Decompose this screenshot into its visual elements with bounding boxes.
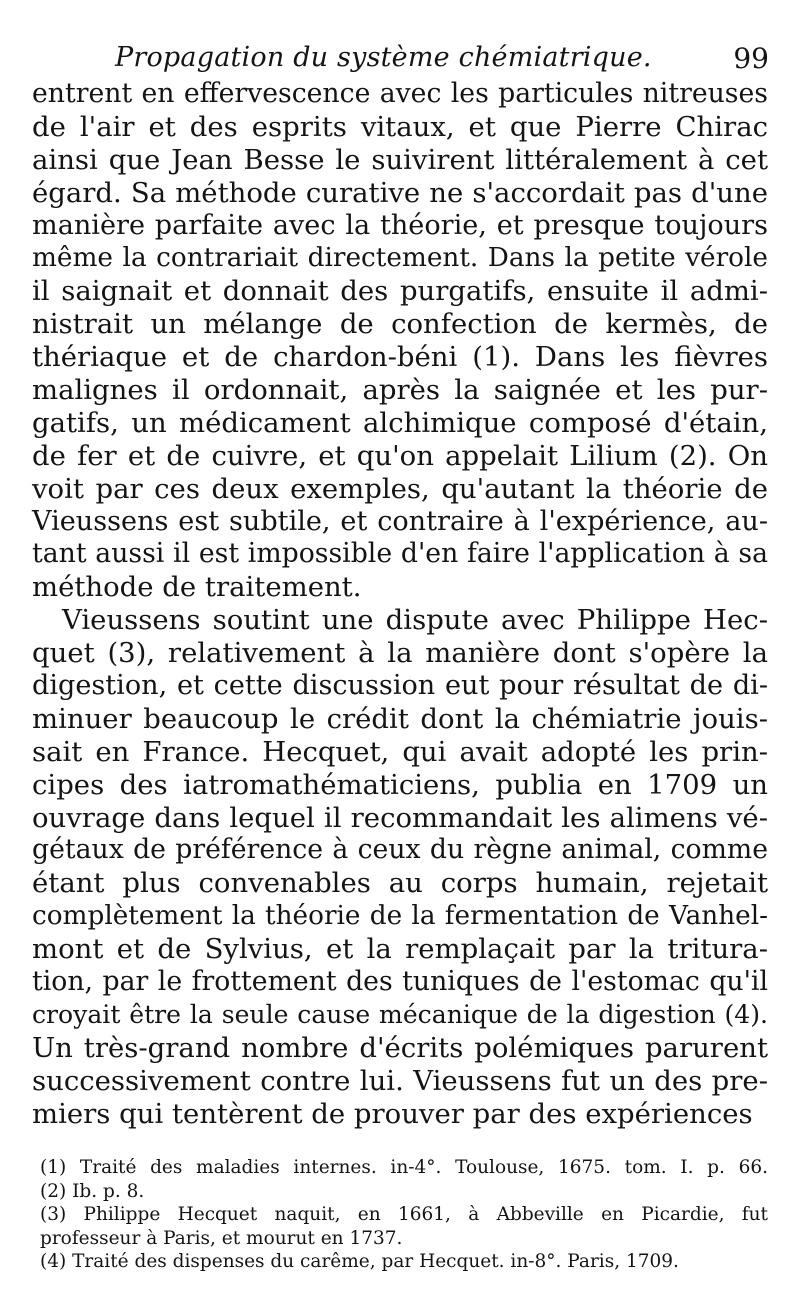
text-line: miers qui tentèrent de prouver par des expériences <box>32 1097 753 1130</box>
text-line: nistrait un mélange de confection de kermès, de <box>32 308 768 341</box>
text-line: il saignait et donnait des purgatifs, ensuite il admi- <box>32 275 768 308</box>
footnote: (2) Ib. p. 8. <box>40 1180 145 1202</box>
text-line: successivement contre lui. Vieussens fut un des pre- <box>32 1064 768 1097</box>
text-line: égard. Sa méthode curative ne s'accordait pas d'une <box>32 176 768 209</box>
text-line: entrent en effervescence avec les particules nitreuses <box>32 78 768 109</box>
footnote: (1) Traité des maladies internes. in-4°. Toulouse, 1675. tom. I. p. 66. <box>40 1157 768 1178</box>
text-line: cipes des iatromathématiciens, publia en 1709 un <box>32 768 768 801</box>
text-line: de fer et de cuivre, et qu'on appelait Lilium (2). On <box>32 439 768 472</box>
text-line: manière parfaite avec la théorie, et presque toujours <box>32 209 768 241</box>
text-line: malignes il ordonnait, après la saignée et les pur- <box>32 374 768 407</box>
text-line: sait en France. Hecquet, qui avait adopté les prin- <box>32 735 768 768</box>
text-line: quet (3), relativement à la manière dont s'opère la <box>32 637 768 670</box>
footnote: (4) Traité des dispenses du carême, par Hecquet. in-8°. Paris, 1709. <box>40 1251 679 1272</box>
text-line: même la contrariait directement. Dans la petite vérole <box>32 243 768 274</box>
body-text <box>32 78 768 1131</box>
text-line: gétaux de préférence à ceux du règne animal, comme <box>32 834 768 866</box>
text-line: ouvrage dans lequel il recommandait les alimens vé- <box>32 801 768 834</box>
page-number: 99 <box>733 42 769 75</box>
footnote: (3) Philippe Hecquet naquit, en 1661, à Abbeville en Picardie, fut <box>40 1204 768 1225</box>
text-line: méthode de traitement. <box>32 571 362 604</box>
footnotes <box>40 1156 768 1274</box>
text-line: étant plus convenables au corps humain, rejetait <box>32 867 768 900</box>
text-line: de l'air et des esprits vitaux, et que Pierre Chirac <box>32 110 768 143</box>
text-line: thériaque et de chardon-béni (1). Dans les fièvres <box>32 341 768 374</box>
text-line: minuer beaucoup le crédit dont la chémiatrie jouis- <box>32 702 768 735</box>
text-line: tant aussi il est impossible d'en faire l'application à sa <box>32 538 768 570</box>
text-line: voit par ces deux exemples, qu'autant la théorie de <box>32 472 768 505</box>
text-line: Vieussens soutint une dispute avec Philippe Hec- <box>62 604 768 637</box>
text-line: Un très-grand nombre d'écrits polémiques parurent <box>32 1031 768 1064</box>
footnote: professeur à Paris, et mourut en 1737. <box>40 1227 403 1249</box>
text-line: Vieussens est subtile, et contraire à l'expérience, au- <box>32 505 768 537</box>
text-line: tion, par le frottement des tuniques de l'estomac qu'il <box>32 966 768 998</box>
text-line: mont et de Sylvius, et la remplaçait par la tritura- <box>32 933 768 966</box>
text-line: croyait être la seule cause mécanique de la digestion (4). <box>32 999 768 1029</box>
text-line: complètement la théorie de la fermentation de Vanhel- <box>32 901 768 932</box>
text-line: ainsi que Jean Besse le suivirent littéralement à cet <box>32 143 768 176</box>
text-line: gatifs, un médicament alchimique composé d'étain, <box>32 406 768 439</box>
text-line: digestion, et cette discussion eut pour résultat de di- <box>32 670 768 702</box>
running-title: Propagation du système chémiatrique. <box>115 42 652 73</box>
